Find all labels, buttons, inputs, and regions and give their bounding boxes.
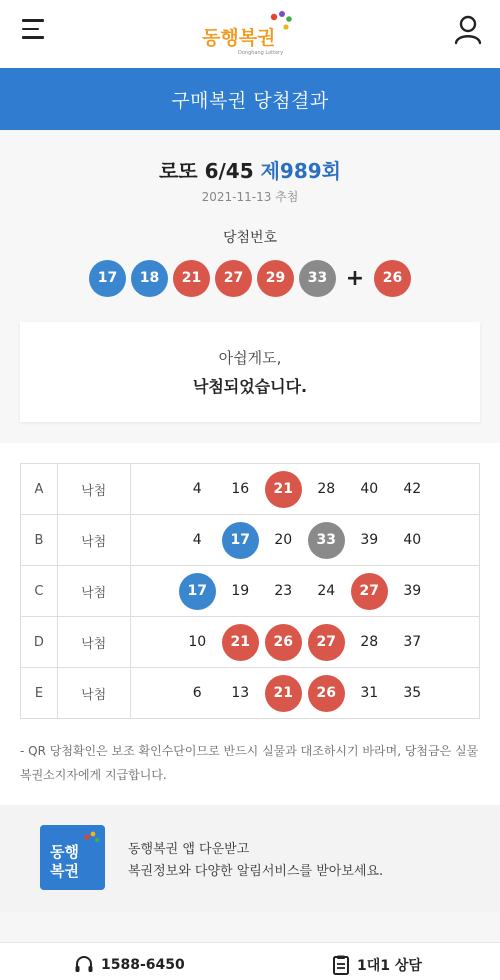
winning-ball: 21 bbox=[173, 260, 210, 297]
result-sub-text: 아쉽게도, bbox=[218, 349, 282, 367]
ticket-number: 40 bbox=[403, 532, 422, 548]
ticket-results-section bbox=[0, 443, 500, 805]
one-on-one-chat[interactable] bbox=[332, 955, 422, 975]
ticket-slot: D bbox=[21, 617, 58, 668]
ticket-number: 39 bbox=[360, 532, 379, 548]
winning-ball: 18 bbox=[131, 260, 168, 297]
winning-ball: 17 bbox=[89, 260, 126, 297]
game-name: 로또 6/45 bbox=[158, 159, 254, 183]
svg-text:복권: 복권 bbox=[50, 862, 79, 880]
ticket-number: 40 bbox=[360, 481, 379, 497]
svg-text:동행복권: 동행복권 bbox=[202, 27, 276, 49]
matched-number-ball: 27 bbox=[308, 624, 345, 661]
ticket-number: 6 bbox=[192, 685, 202, 701]
winning-ball: 33 bbox=[299, 260, 336, 297]
ticket-table bbox=[20, 463, 480, 719]
draw-date: 2021-11-13 추첨 bbox=[201, 190, 299, 204]
ticket-number: 23 bbox=[274, 583, 293, 599]
ticket-number: 35 bbox=[403, 685, 422, 701]
result-message-box bbox=[20, 322, 480, 422]
matched-number-ball: 26 bbox=[265, 624, 302, 661]
hamburger-menu-icon[interactable] bbox=[22, 19, 44, 41]
promo-line-1: 동행복권 앱 다운받고 bbox=[128, 842, 250, 857]
ticket-number: 13 bbox=[231, 685, 250, 701]
ticket-slot: E bbox=[21, 668, 58, 719]
matched-number-ball: 17 bbox=[179, 573, 216, 610]
matched-number-ball: 21 bbox=[222, 624, 259, 661]
ticket-row bbox=[21, 515, 480, 566]
round-number: 제989회 bbox=[260, 159, 341, 183]
ticket-row bbox=[21, 566, 480, 617]
ticket-number: 4 bbox=[192, 532, 202, 548]
ticket-number: 39 bbox=[403, 583, 422, 599]
page-title-bar bbox=[0, 68, 500, 130]
ticket-number: 42 bbox=[403, 481, 422, 497]
document-icon bbox=[332, 955, 350, 975]
matched-number-ball: 27 bbox=[351, 573, 388, 610]
ticket-row bbox=[21, 464, 480, 515]
ticket-number: 37 bbox=[403, 634, 422, 650]
ticket-numbers bbox=[130, 515, 479, 566]
page-title: 구매복권 당첨결과 bbox=[171, 89, 329, 112]
matched-number-ball: 21 bbox=[265, 471, 302, 508]
ticket-slot: A bbox=[21, 464, 58, 515]
top-bar bbox=[0, 0, 500, 68]
matched-number-ball: 33 bbox=[308, 522, 345, 559]
ticket-number: 16 bbox=[231, 481, 250, 497]
winning-numbers-label: 당첨번호 bbox=[222, 230, 278, 246]
ticket-slot: B bbox=[21, 515, 58, 566]
winning-numbers bbox=[0, 259, 500, 297]
user-icon[interactable] bbox=[452, 14, 484, 46]
matched-number-ball: 17 bbox=[222, 522, 259, 559]
ticket-numbers bbox=[130, 668, 479, 719]
footer bbox=[0, 942, 500, 980]
ticket-number: 28 bbox=[317, 481, 336, 497]
phone-contact[interactable] bbox=[74, 955, 185, 975]
plus-sign: + bbox=[345, 265, 365, 291]
promo-text bbox=[128, 839, 383, 883]
donghang-lottery-logo[interactable] bbox=[200, 8, 300, 58]
chat-label: 1대1 상담 bbox=[357, 958, 422, 974]
ticket-number: 10 bbox=[188, 634, 207, 650]
phone-headset-icon bbox=[74, 955, 94, 975]
ticket-status: 낙첨 bbox=[57, 617, 130, 668]
ticket-number: 4 bbox=[192, 481, 202, 497]
ticket-number: 20 bbox=[274, 532, 293, 548]
ticket-number: 24 bbox=[317, 583, 336, 599]
qr-notice: - QR 당첨확인은 보조 확인수단이므로 반드시 실물과 대조하시기 바라며, 당첨금은 실물 복권소지자에게 지급합니다. bbox=[20, 744, 479, 782]
ticket-number: 19 bbox=[231, 583, 250, 599]
ticket-numbers bbox=[130, 617, 479, 668]
draw-info-section bbox=[0, 130, 500, 443]
ticket-slot: C bbox=[21, 566, 58, 617]
ticket-number: 31 bbox=[360, 685, 379, 701]
result-main-text: 낙첨되었습니다. bbox=[192, 377, 308, 396]
app-promo-banner[interactable] bbox=[0, 805, 500, 912]
phone-number: 1588-6450 bbox=[101, 957, 185, 973]
ticket-status: 낙첨 bbox=[57, 566, 130, 617]
round-title bbox=[0, 155, 500, 184]
donghang-app-icon[interactable] bbox=[40, 825, 105, 890]
promo-line-2: 복권정보와 다양한 알림서비스를 받아보세요. bbox=[128, 864, 384, 879]
ticket-status: 낙첨 bbox=[57, 464, 130, 515]
ticket-status: 낙첨 bbox=[57, 515, 130, 566]
winning-ball: 27 bbox=[215, 260, 252, 297]
ticket-number: 28 bbox=[360, 634, 379, 650]
ticket-numbers bbox=[130, 566, 479, 617]
ticket-row bbox=[21, 617, 480, 668]
svg-text:동행: 동행 bbox=[50, 843, 79, 861]
ticket-row bbox=[21, 668, 480, 719]
matched-number-ball: 21 bbox=[265, 675, 302, 712]
matched-number-ball: 26 bbox=[308, 675, 345, 712]
ticket-numbers bbox=[130, 464, 479, 515]
winning-ball: 29 bbox=[257, 260, 294, 297]
ticket-status: 낙첨 bbox=[57, 668, 130, 719]
bonus-ball: 26 bbox=[374, 260, 411, 297]
svg-text:Donghang Lottery: Donghang Lottery bbox=[238, 50, 284, 56]
